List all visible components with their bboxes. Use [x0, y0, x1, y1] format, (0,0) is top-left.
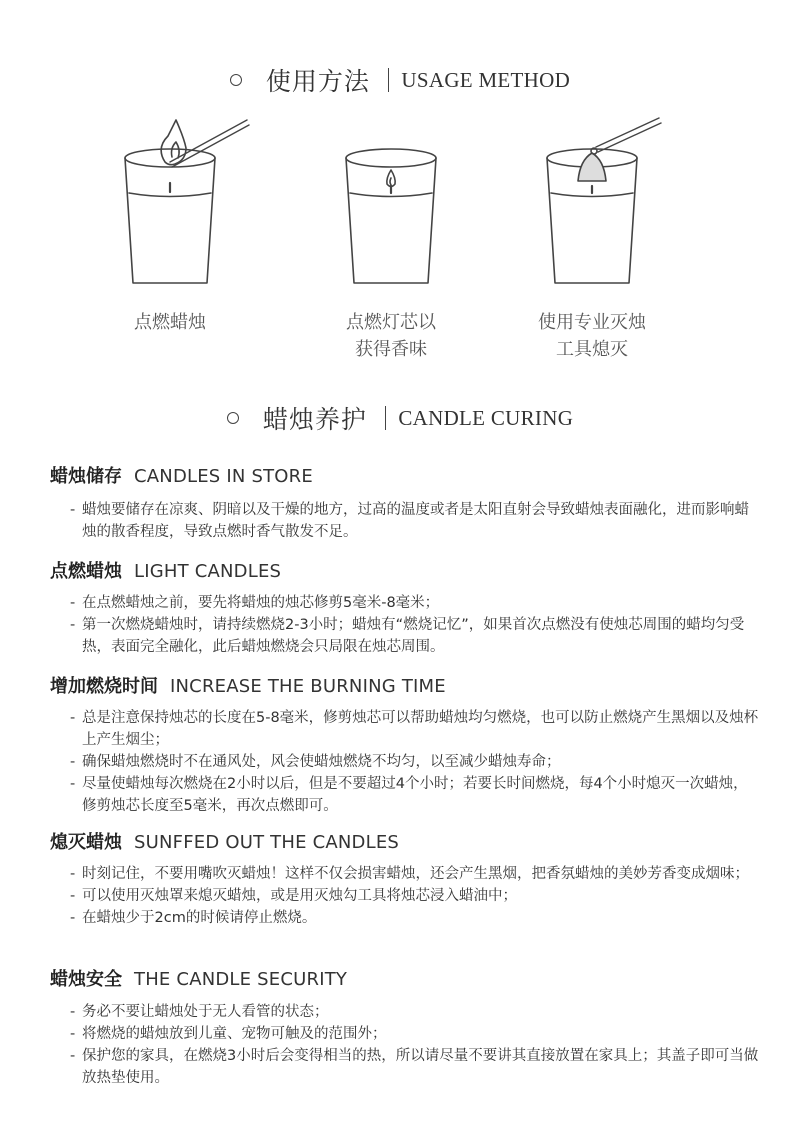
- list-item: - 第一次燃烧蜡烛时，请持续燃烧2-3小时；蜡烛有“燃烧记忆”，如果首次点燃没有使烛芯周围的蜡均匀受热，表面完全融化，此后蜡烛燃烧会只局限在烛芯周围。: [70, 614, 760, 658]
- usage-title-cn: 使用方法: [265, 67, 370, 96]
- section-title-snuff-out: 熄灭蜡烛 SUNFFED OUT THE CANDLES: [50, 832, 400, 853]
- candle-curing-heading: [0, 398, 800, 438]
- list-item: - 时刻记住，不要用嘴吹灭蜡烛！这样不仅会损害蜡烛，还会产生黑烟，把香氛蜡烛的美妙芳香变成烟味；: [70, 863, 760, 885]
- usage-method-heading: [0, 60, 800, 100]
- section-list-security: [70, 1001, 760, 1089]
- curing-title-cn: 蜡烛养护: [262, 405, 367, 434]
- curing-title-en: CANDLE CURING: [398, 405, 574, 430]
- list-item: - 可以使用灭烛罩来熄灭蜡烛，或是用灭烛勾工具将烛芯浸入蜡油中；: [70, 885, 760, 907]
- section-title-light: 点燃蜡烛 LIGHT CANDLES: [50, 561, 282, 582]
- section-title-burning-time: 增加燃烧时间 INCREASE THE BURNING TIME: [50, 676, 446, 697]
- step-label-light-candle: 点燃蜡烛: [134, 312, 206, 333]
- list-item: - 蜡烛要储存在凉爽、阴暗以及干燥的地方，过高的温度或者是太阳直射会导致蜡烛表面融化，进而影响蜡烛的散香程度，导致点燃时香气散发不足。: [70, 499, 760, 543]
- step-label-light-wick: 点燃灯芯以 获得香味: [346, 312, 436, 360]
- usage-illustrations: [0, 112, 800, 292]
- candle-with-match-icon: [125, 120, 249, 283]
- candle-snuffer-icon: [547, 118, 661, 283]
- circle-bullet-icon: [227, 412, 239, 424]
- title-divider: [388, 68, 390, 92]
- list-item: - 在点燃蜡烛之前，要先将蜡烛的烛芯修剪5毫米-8毫米；: [70, 592, 760, 614]
- section-list-store: [70, 499, 760, 543]
- section-title-store: 蜡烛储存 CANDLES IN STORE: [50, 466, 313, 487]
- usage-title-en: USAGE METHOD: [401, 67, 571, 92]
- title-divider: [385, 406, 387, 430]
- list-item: - 总是注意保持烛芯的长度在5-8毫米，修剪烛芯可以帮助蜡烛均匀燃烧，也可以防止燃烧产生黑烟以及烛杯上产生烟尘；: [70, 707, 760, 751]
- section-title-security: 蜡烛安全 THE CANDLE SECURITY: [50, 969, 348, 990]
- section-list-light: [70, 592, 760, 658]
- list-item: - 将燃烧的蜡烛放到儿童、宠物可触及的范围外；: [70, 1023, 760, 1045]
- list-item: - 尽量使蜡烛每次燃烧在2小时以后，但是不要超过4个小时；若要长时间燃烧，每4个小时熄灭一次蜡烛，修剪烛芯长度至5毫米，再次点燃即可。: [70, 773, 760, 817]
- circle-bullet-icon: [230, 74, 242, 86]
- section-list-burning-time: [70, 707, 760, 817]
- section-list-snuff-out: [70, 863, 760, 929]
- list-item: - 在蜡烛少于2cm的时候请停止燃烧。: [70, 907, 760, 929]
- step-label-extinguish: 使用专业灭烛 工具熄灭: [538, 312, 646, 360]
- burning-candle-icon: [346, 149, 436, 283]
- list-item: - 确保蜡烛燃烧时不在通风处，风会使蜡烛燃烧不均匀，以至减少蜡烛寿命；: [70, 751, 760, 773]
- list-item: - 务必不要让蜡烛处于无人看管的状态；: [70, 1001, 760, 1023]
- list-item: - 保护您的家具，在燃烧3小时后会变得相当的热，所以请尽量不要讲其直接放置在家具上；其盖子即可当做放热垫使用。: [70, 1045, 760, 1089]
